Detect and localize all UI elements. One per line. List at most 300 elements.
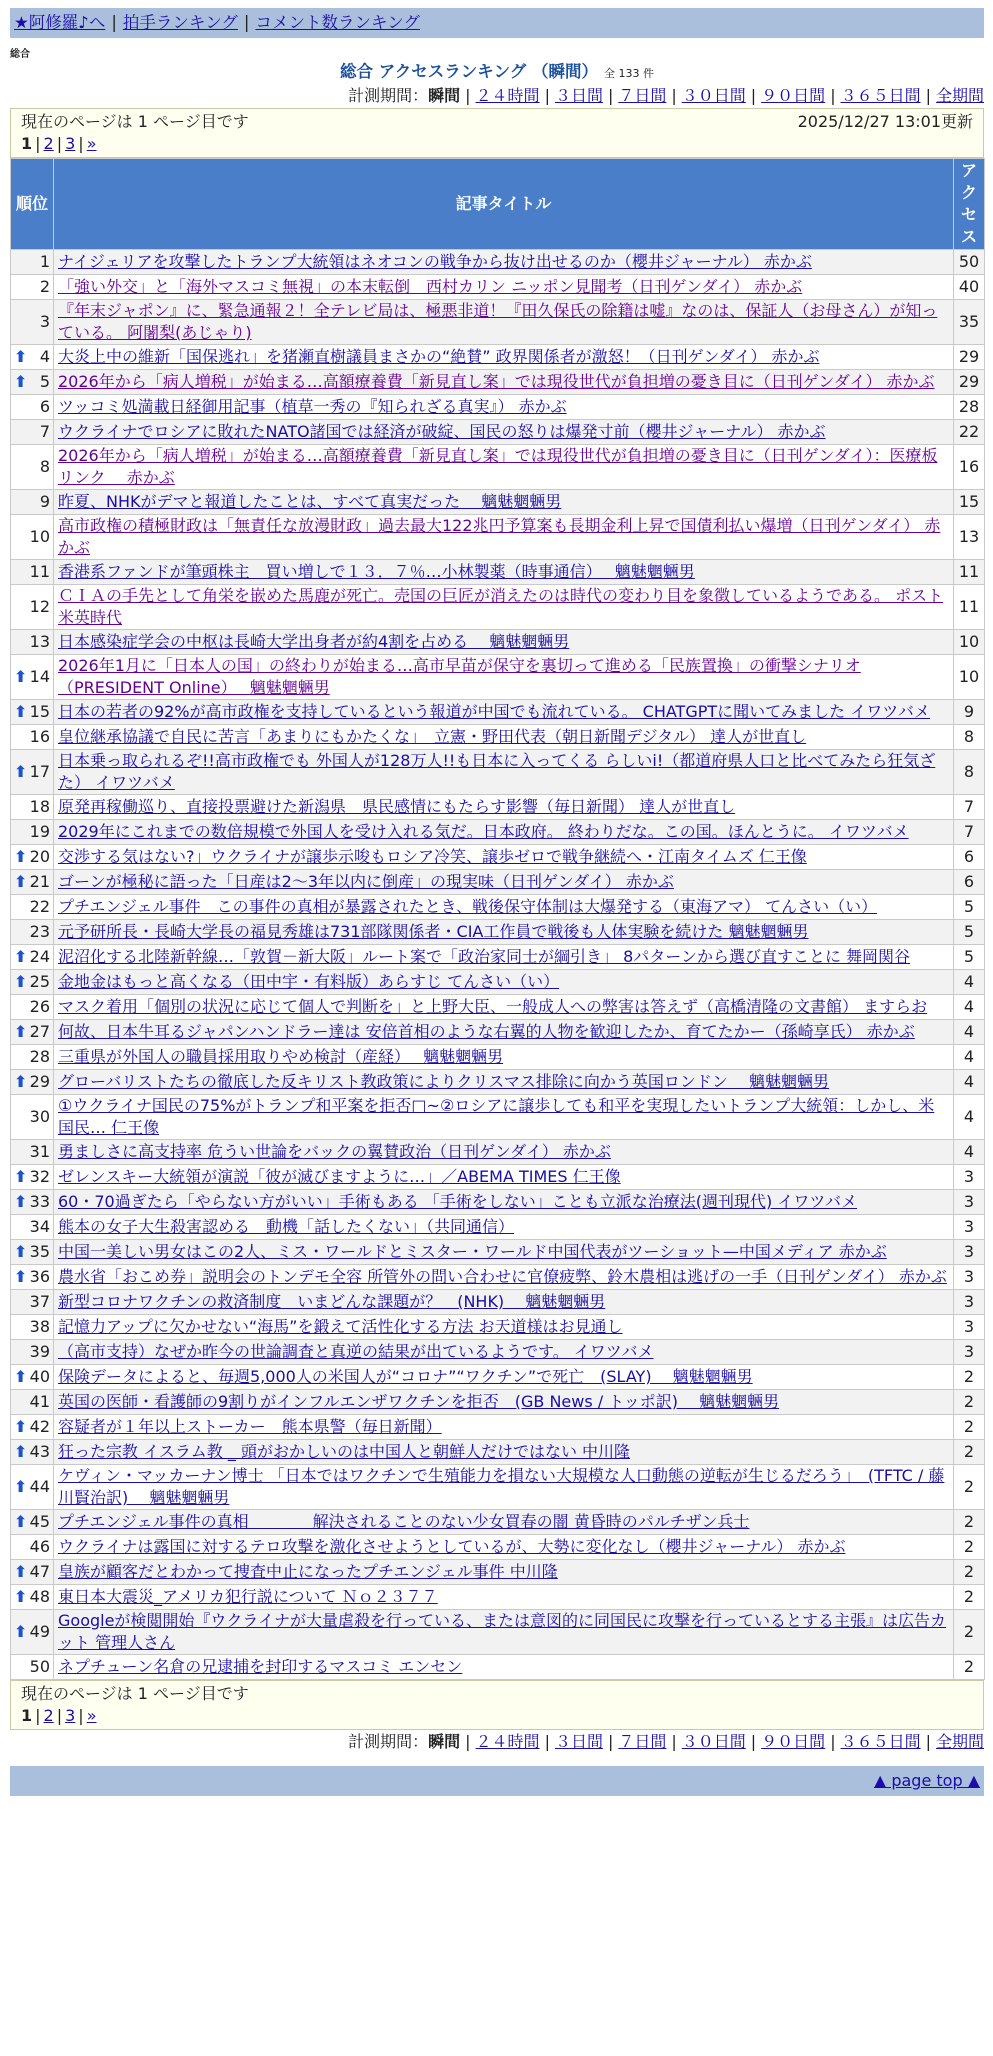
title-cell — [54, 445, 954, 490]
article-link[interactable]: 『年末ジャポン』に、緊急通報２！全テレビ局は、極悪非道！『田久保氏の除籍は嘘』なのは、保証人（お母さん）が知っている。 阿闍梨(あじゃり) — [58, 301, 938, 342]
rank-number: 32 — [29, 1167, 50, 1186]
rank-number: 44 — [29, 1477, 50, 1496]
table-row — [11, 1070, 985, 1095]
article-link[interactable]: 原発再稼働巡り、直接投票避けた新潟県 県民感情にもたらす影響（毎日新聞） 達人が世直し — [58, 797, 736, 816]
rank-number: 46 — [29, 1537, 50, 1556]
rank-number: 31 — [29, 1142, 50, 1161]
period-option-6[interactable]: 全期間 — [935, 1732, 984, 1751]
rank-cell — [11, 1340, 54, 1365]
article-link[interactable]: 英国の医師・看護師の9割りがインフルエンザワクチンを拒否 (GB News / トッポ訳) 魑魅魍魎男 — [58, 1392, 780, 1411]
title-cell — [54, 895, 954, 920]
rank-cell — [11, 1290, 54, 1315]
pager-link-2[interactable]: 2 — [43, 1706, 54, 1725]
table-row — [11, 275, 985, 300]
article-link[interactable]: 日本感染症学会の中枢は長崎大学出身者が約4割を占める 魑魅魍魎男 — [58, 632, 570, 651]
rank-cell — [11, 1095, 54, 1140]
page-top-link[interactable]: ▲ page top ▲ — [873, 1771, 980, 1790]
page-info-box-top — [10, 108, 984, 158]
rank-number: 18 — [29, 797, 50, 816]
table-row — [11, 1140, 985, 1165]
rank-number: 47 — [29, 1562, 50, 1581]
rank-cell — [11, 1440, 54, 1465]
article-link[interactable]: ウクライナは露国に対するテロ攻撃を激化させようとしているが、大勢に変化なし（櫻井ジャーナル） 赤かぶ — [58, 1537, 846, 1556]
rank-cell — [11, 1585, 54, 1610]
period-separator: | — [465, 86, 471, 105]
period-option-2[interactable]: ７日間 — [618, 1732, 667, 1751]
rank-cell — [11, 920, 54, 945]
table-row — [11, 630, 985, 655]
table-row — [11, 700, 985, 725]
title-cell — [54, 1070, 954, 1095]
access-count: 2 — [954, 1535, 985, 1560]
rank-cell — [11, 945, 54, 970]
title-cell — [54, 1165, 954, 1190]
access-count: 2 — [954, 1440, 985, 1465]
article-link[interactable]: 勇ましさに高支持率 危うい世論をバックの翼賛政治（日刊ゲンダイ） 赤かぶ — [58, 1142, 611, 1161]
nav-separator: | — [111, 13, 117, 32]
pager-current-page: 1 — [21, 134, 33, 153]
access-count: 4 — [954, 1045, 985, 1070]
arrow-up-icon: ⬆ — [14, 1587, 28, 1606]
rank-number: 30 — [29, 1107, 50, 1126]
comment-ranking-link[interactable]: コメント数ランキング — [255, 13, 420, 32]
article-link[interactable]: グローバリストたちの徹底した反キリスト教政策によりクリスマス排除に向かう英国ロンドン 魑魅魍魎男 — [58, 1072, 830, 1091]
rank-cell — [11, 970, 54, 995]
access-count: 29 — [954, 370, 985, 395]
rank-cell — [11, 750, 54, 795]
arrow-up-icon: ⬆ — [14, 347, 28, 366]
rank-number: 10 — [29, 527, 50, 546]
access-count: 2 — [954, 1585, 985, 1610]
article-link[interactable]: 2026年1月に「日本人の国」の終わりが始まる…高市早苗が保守を裏切って進める「民族置換」の衝撃シナリオ（PRESIDENT Online） 魑魅魍魎男 — [58, 656, 861, 697]
rank-cell — [11, 655, 54, 700]
article-link[interactable]: 元予研所長・長崎大学長の福見秀雄は731部隊関係者・CIA工作員で戦後も人体実験を続けた 魑魅魍魎男 — [58, 922, 809, 941]
article-link[interactable]: 中国一美しい男女はこの2人、ミス・ワールドとミスター・ワールド中国代表がツーショット—中国メディア 赤かぶ — [58, 1242, 887, 1261]
table-row — [11, 370, 985, 395]
period-separator: | — [750, 1732, 757, 1751]
article-link[interactable]: 2026年から「病人増税」が始まる…高額療養費「新見直し案」では現役世代が負担増の憂き目に（日刊ゲンダイ）：医療板リンク 赤かぶ — [58, 446, 938, 487]
ranking-table-body — [11, 250, 985, 1680]
article-link[interactable]: プチエンジェル事件 この事件の真相が暴露されたとき、戦後保守体制は大爆発する（東海アマ） てんさい（い） — [58, 897, 878, 916]
access-count: 7 — [954, 820, 985, 845]
access-count: 15 — [954, 490, 985, 515]
period-separator: | — [671, 86, 677, 105]
article-link[interactable]: ナイジェリアを攻撃したトランプ大統領はネオコンの戦争から抜け出せるのか（櫻井ジャーナル） 赤かぶ — [58, 252, 812, 271]
article-link[interactable]: 金地金はもっと高くなる（田中宇・有料版）あらすじ てんさい（い） — [58, 972, 560, 991]
access-count: 3 — [954, 1240, 985, 1265]
access-count: 40 — [954, 275, 985, 300]
current-page-text: 現在のページは 1 ページ目です — [21, 112, 249, 131]
rank-cell — [11, 420, 54, 445]
period-option-6[interactable]: 全期間 — [935, 86, 984, 105]
arrow-up-icon: ⬆ — [14, 1192, 28, 1211]
title-cell — [54, 1215, 954, 1240]
access-count: 29 — [954, 345, 985, 370]
arrow-up-icon: ⬆ — [14, 1622, 28, 1641]
rank-number: 49 — [29, 1622, 50, 1641]
table-row — [11, 1045, 985, 1070]
title-cell — [54, 1390, 954, 1415]
period-separator: | — [925, 1732, 931, 1751]
title-cell — [54, 750, 954, 795]
access-count: 16 — [954, 445, 985, 490]
arrow-up-icon: ⬆ — [14, 1562, 28, 1581]
period-current: 瞬間 — [428, 1732, 461, 1751]
access-count: 3 — [954, 1265, 985, 1290]
title-cell — [54, 920, 954, 945]
rank-cell — [11, 1315, 54, 1340]
access-count: 5 — [954, 945, 985, 970]
rank-cell — [11, 395, 54, 420]
rank-number: 25 — [29, 972, 50, 991]
table-row — [11, 1535, 985, 1560]
title-cell — [54, 1440, 954, 1465]
article-link[interactable]: ウクライナでロシアに敗れたNATO諸国では経済が破綻、国民の怒りは爆発寸前（櫻井ジャーナル） 赤かぶ — [58, 422, 826, 441]
arrow-up-icon: ⬆ — [14, 1442, 28, 1461]
access-count: 10 — [954, 655, 985, 700]
rank-cell — [11, 1215, 54, 1240]
table-row — [11, 1465, 985, 1510]
rank-number: 28 — [29, 1047, 50, 1066]
rank-cell — [11, 845, 54, 870]
article-link[interactable]: ケヴィン・マッカーナン博士 「日本ではワクチンで生殖能力を損ない大規模な人口動態の逆転が生じるだろう」 (TFTC / 藤川賢治訳) 魑魅魍魎男 — [58, 1466, 945, 1507]
rank-cell — [11, 1390, 54, 1415]
table-row — [11, 585, 985, 630]
article-link[interactable]: 三重県が外国人の職員採用取りやめ検討（産経） 魑魅魍魎男 — [58, 1047, 504, 1066]
arrow-up-icon: ⬆ — [14, 1417, 28, 1436]
period-separator: | — [830, 86, 836, 105]
table-row — [11, 300, 985, 345]
period-option-2[interactable]: ７日間 — [618, 86, 667, 105]
rank-number: 35 — [29, 1242, 50, 1261]
article-link[interactable]: 熊本の女子大生殺害認める 動機「話したくない」（共同通信） — [58, 1217, 515, 1236]
period-option-3[interactable]: ３０日間 — [681, 86, 746, 105]
pager-separator: | — [56, 134, 63, 153]
table-row — [11, 1365, 985, 1390]
table-row — [11, 1585, 985, 1610]
ranking-heading — [10, 59, 984, 84]
rank-number: 45 — [29, 1512, 50, 1531]
rank-number: 27 — [29, 1022, 50, 1041]
article-link[interactable]: 農水省「おこめ券」説明会のトンデモ全容 所管外の問い合わせに官僚疲弊、鈴木農相は逃げの一手（日刊ゲンダイ） 赤かぶ — [58, 1267, 947, 1286]
period-option-1[interactable]: ３日間 — [554, 86, 603, 105]
access-count: 3 — [954, 1215, 985, 1240]
access-count: 2 — [954, 1610, 985, 1655]
article-link[interactable]: 何故、日本牛耳るジャパンハンドラー達は 安倍首相のような右翼的人物を歓迎したか、育てたかー（孫崎享氏） 赤かぶ — [58, 1022, 915, 1041]
access-count: 7 — [954, 795, 985, 820]
title-cell — [54, 250, 954, 275]
table-row — [11, 870, 985, 895]
rank-cell — [11, 1510, 54, 1535]
article-link[interactable]: 2026年から「病人増税」が始まる…高額療養費「新見直し案」では現役世代が負担増の憂き目に（日刊ゲンダイ） 赤かぶ — [58, 372, 935, 391]
access-count: 4 — [954, 1095, 985, 1140]
rank-cell — [11, 490, 54, 515]
period-separator: | — [607, 1732, 614, 1751]
rank-number: 19 — [29, 822, 50, 841]
period-separator: | — [671, 1732, 677, 1751]
access-count: 5 — [954, 920, 985, 945]
arrow-up-icon: ⬆ — [14, 702, 28, 721]
rank-number: 7 — [39, 422, 50, 441]
title-cell — [54, 1340, 954, 1365]
rank-number: 39 — [29, 1342, 50, 1361]
period-current: 瞬間 — [428, 86, 461, 105]
access-count: 4 — [954, 995, 985, 1020]
rank-cell — [11, 870, 54, 895]
article-link[interactable]: プチエンジェル事件の真相 解決されることのない少女買春の闇 黄昏時のパルチザン兵士 — [58, 1512, 750, 1531]
article-link[interactable]: 高市政権の積極財政は「無責任な放漫財政」過去最大122兆円予算案も長期金利上昇で国債利払い爆増（日刊ゲンダイ） 赤かぶ — [58, 516, 941, 557]
article-link[interactable]: 皇族が顧客だとわかって捜査中止になったプチエンジェル事件 中川隆 — [58, 1562, 558, 1581]
access-count: 3 — [954, 1290, 985, 1315]
arrow-up-icon: ⬆ — [14, 1367, 28, 1386]
table-row — [11, 1415, 985, 1440]
table-row — [11, 1390, 985, 1415]
rank-number: 26 — [29, 997, 50, 1016]
rank-cell — [11, 725, 54, 750]
nav-separator: | — [243, 13, 250, 32]
rank-cell — [11, 370, 54, 395]
access-count: 6 — [954, 845, 985, 870]
access-count: 35 — [954, 300, 985, 345]
article-link[interactable]: 60・70過ぎたら「やらない方がいい」手術もある 「手術をしない」ことも立派な治療法(週刊現代) イワツバメ — [58, 1192, 858, 1211]
article-link[interactable]: 日本の若者の92%が高市政権を支持しているという報道が中国でも流れている。 CHATGPTに聞いてみました イワツバメ — [58, 702, 930, 721]
title-cell — [54, 1510, 954, 1535]
title-cell — [54, 1365, 954, 1390]
arrow-up-icon: ⬆ — [14, 762, 28, 781]
period-option-5[interactable]: ３６５日間 — [840, 86, 921, 105]
home-link[interactable]: ★阿修羅♪へ — [14, 13, 106, 32]
bottom-bar — [10, 1766, 984, 1796]
article-link[interactable]: 2029年にこれまでの数倍規模で外国人を受け入れる気だ。日本政府。 終わりだな。この国。ほんとうに。 イワツバメ — [58, 822, 909, 841]
access-count: 11 — [954, 560, 985, 585]
title-cell — [54, 1560, 954, 1585]
rank-number: 42 — [29, 1417, 50, 1436]
arrow-up-icon: ⬆ — [14, 1242, 28, 1261]
access-count: 4 — [954, 1140, 985, 1165]
rank-number: 40 — [29, 1367, 50, 1386]
article-link[interactable]: 交渉する気はない?」ウクライナが譲歩示唆もロシア冷笑、譲歩ゼロで戦争継続へ・江南タイムズ 仁王像 — [58, 847, 807, 866]
access-count: 2 — [954, 1560, 985, 1585]
pager-link-3[interactable]: 3 — [65, 134, 76, 153]
table-row — [11, 970, 985, 995]
title-cell — [54, 1585, 954, 1610]
rank-number: 37 — [29, 1292, 50, 1311]
article-link[interactable]: ネプチューン名倉の兄逮捕を封印するマスコミ エンセン — [58, 1657, 463, 1676]
period-label: 計測期間： — [348, 86, 429, 105]
article-link[interactable]: 皇位継承協議で自民に苦言「あまりにもかたくな」 立憲・野田代表（朝日新聞デジタル） 達人が世直し — [58, 727, 807, 746]
top-nav-bar — [10, 8, 984, 38]
access-count: 3 — [954, 1315, 985, 1340]
table-row — [11, 1240, 985, 1265]
rank-cell — [11, 445, 54, 490]
rank-cell — [11, 820, 54, 845]
rank-cell — [11, 515, 54, 560]
access-count: 2 — [954, 1510, 985, 1535]
table-row — [11, 655, 985, 700]
table-row — [11, 1095, 985, 1140]
clap-ranking-link[interactable]: 拍手ランキング — [122, 13, 238, 32]
period-separator: | — [465, 1732, 471, 1751]
period-selector-top — [10, 84, 984, 108]
pagination-bottom — [21, 1705, 973, 1727]
period-option-0[interactable]: ２４時間 — [475, 1732, 540, 1751]
rank-cell — [11, 1020, 54, 1045]
pager-link-2[interactable]: 2 — [43, 134, 54, 153]
arrow-up-icon: ⬆ — [14, 372, 28, 391]
access-count: 11 — [954, 585, 985, 630]
table-row — [11, 1440, 985, 1465]
article-link[interactable]: ①ウクライナ国民の75%がトランプ和平案を拒否□~②ロシアに譲歩しても和平を実現したいトランプ大統領：しかし、米国民… 仁王像 — [58, 1096, 935, 1137]
pager-separator: | — [78, 1706, 84, 1725]
period-option-0[interactable]: ２４時間 — [475, 86, 540, 105]
access-count: 2 — [954, 1415, 985, 1440]
table-row — [11, 820, 985, 845]
article-link[interactable]: 大炎上中の維新「国保逃れ」を猪瀬直樹議員まさかの“絶賛” 政界関係者が激怒！（日刊ゲンダイ） 赤かぶ — [58, 347, 820, 366]
ranking-table — [10, 158, 985, 1680]
title-cell — [54, 395, 954, 420]
title-cell — [54, 1020, 954, 1045]
access-count: 10 — [954, 630, 985, 655]
article-link[interactable]: Googleが検閲開始『ウクライナが大量虐殺を行っている、または意図的に同国民に攻撃を行っているとする主張』は広告カット 管理人さん — [58, 1611, 946, 1652]
title-cell — [54, 1190, 954, 1215]
category-label: 総合 — [10, 49, 30, 60]
rank-number: 24 — [29, 947, 50, 966]
title-cell — [54, 1045, 954, 1070]
arrow-up-icon: ⬆ — [14, 1072, 28, 1091]
period-separator: | — [830, 1732, 836, 1751]
article-link[interactable]: マスク着用「個別の状況に応じて個人で判断を」と上野大臣、一般成人への弊害は答えず（高橋清隆の文書館） ますらお — [58, 997, 928, 1016]
article-link[interactable]: （高市支持）なぜか昨今の世論調査と真逆の結果が出ているようです。 イワツバメ — [58, 1342, 654, 1361]
page-wrapper — [10, 8, 984, 1796]
access-count: 4 — [954, 1070, 985, 1095]
period-option-4[interactable]: ９０日間 — [761, 1732, 826, 1751]
article-link[interactable]: ゴーンが極秘に語った「日産は2～3年以内に倒産」の現実味（日刊ゲンダイ） 赤かぶ — [58, 872, 674, 891]
table-row — [11, 445, 985, 490]
rank-header: 順位 — [11, 159, 54, 250]
table-row — [11, 1655, 985, 1680]
arrow-up-icon: ⬆ — [14, 1167, 28, 1186]
title-cell — [54, 515, 954, 560]
title-cell — [54, 970, 954, 995]
title-cell — [54, 1240, 954, 1265]
arrow-up-icon: ⬆ — [14, 1267, 28, 1286]
rank-cell — [11, 995, 54, 1020]
article-link[interactable]: ゼレンスキー大統領が演説「彼が滅びますように…」／ABEMA TIMES 仁王像 — [58, 1167, 621, 1186]
table-header-row — [11, 159, 985, 250]
access-count: 3 — [954, 1190, 985, 1215]
rank-cell — [11, 700, 54, 725]
rank-number: 17 — [29, 762, 50, 781]
article-link[interactable]: 日本乗っ取られるぞ!!高市政権でも 外国人が128万人!!も日本に入ってくる らしいi!（都道府県人口と比べてみたら狂気ざた） イワツバメ — [58, 751, 936, 792]
table-row — [11, 725, 985, 750]
access-count: 2 — [954, 1390, 985, 1415]
page-info-box-bottom — [10, 1680, 984, 1730]
access-count: 28 — [954, 395, 985, 420]
article-link[interactable]: 記憶力アップに欠かせない“海馬”を鍛えて活性化する方法 お天道様はお見通し — [58, 1317, 623, 1336]
rank-cell — [11, 1465, 54, 1510]
title-cell — [54, 870, 954, 895]
rank-cell — [11, 1165, 54, 1190]
article-link[interactable]: 「強い外交」と「海外マスコミ無視」の本末転倒 西村カリン ニッポン見聞考（日刊ゲンダイ） 赤かぶ — [58, 277, 803, 296]
period-option-1[interactable]: ３日間 — [554, 1732, 603, 1751]
article-link[interactable]: ＣＩＡの手先として角栄を嵌めた馬鹿が死亡。売国の巨匠が消えたのは時代の変わり目を象徴しているようである。 ポスト米英時代 — [58, 586, 944, 627]
pager-separator: | — [35, 134, 41, 153]
article-link[interactable]: 保険データによると、毎週5,000人の米国人が“コロナ”“ワクチン”で死亡 (SLAY) 魑魅魍魎男 — [58, 1367, 753, 1386]
rank-number: 4 — [39, 347, 50, 366]
table-row — [11, 920, 985, 945]
rank-cell — [11, 1240, 54, 1265]
rank-cell — [11, 250, 54, 275]
period-option-5[interactable]: ３６５日間 — [840, 1732, 921, 1751]
table-row — [11, 490, 985, 515]
rank-cell — [11, 1265, 54, 1290]
rank-number: 20 — [29, 847, 50, 866]
period-separator: | — [750, 86, 757, 105]
article-link[interactable]: 新型コロナワクチンの救済制度 いまどんな課題が？ (NHK) 魑魅魍魎男 — [58, 1292, 606, 1311]
title-cell — [54, 1535, 954, 1560]
rank-number: 2 — [39, 277, 50, 296]
access-count: 50 — [954, 250, 985, 275]
period-option-3[interactable]: ３０日間 — [681, 1732, 746, 1751]
title-cell — [54, 1265, 954, 1290]
table-row — [11, 845, 985, 870]
title-cell — [54, 370, 954, 395]
pager-link-3[interactable]: 3 — [65, 1706, 76, 1725]
pager-current-page: 1 — [21, 1706, 33, 1725]
article-link[interactable]: 容疑者が１年以上ストーカー 熊本県警（毎日新聞） — [58, 1417, 442, 1436]
period-separator: | — [607, 86, 614, 105]
access-count: 8 — [954, 725, 985, 750]
table-row — [11, 1315, 985, 1340]
article-link[interactable]: ツッコミ処満載日経御用記事（植草一秀の『知られざる真実』） 赤かぶ — [58, 397, 567, 416]
title-cell — [54, 820, 954, 845]
title-cell — [54, 630, 954, 655]
table-row — [11, 515, 985, 560]
rank-cell — [11, 300, 54, 345]
title-cell — [54, 1610, 954, 1655]
rank-cell — [11, 560, 54, 585]
article-link[interactable]: 狂った宗教 イスラム教 _ 頭がおかしいのは中国人と朝鮮人だけではない 中川隆 — [58, 1442, 631, 1461]
rank-number: 16 — [29, 727, 50, 746]
rank-number: 23 — [29, 922, 50, 941]
rank-number: 43 — [29, 1442, 50, 1461]
pager-next-link[interactable]: » — [86, 1706, 97, 1725]
rank-number: 34 — [29, 1217, 50, 1236]
rank-number: 14 — [29, 667, 50, 686]
rank-number: 11 — [29, 562, 50, 581]
arrow-up-icon: ⬆ — [14, 1022, 28, 1041]
period-option-4[interactable]: ９０日間 — [761, 86, 826, 105]
title-cell — [54, 420, 954, 445]
rank-number: 33 — [29, 1192, 50, 1211]
table-row — [11, 1265, 985, 1290]
access-count: 13 — [954, 515, 985, 560]
article-link[interactable]: 東日本大震災_アメリカ犯行説について Ｎｏ２３７７ — [58, 1587, 438, 1606]
article-link[interactable]: 香港系ファンドが筆頭株主 買い増しで１３．７％…小林製薬（時事通信） 魑魅魍魎男 — [58, 562, 695, 581]
pager-next-link[interactable]: » — [86, 134, 97, 153]
rank-number: 13 — [29, 632, 50, 651]
rank-number: 48 — [29, 1587, 50, 1606]
title-header: 記事タイトル — [54, 159, 954, 250]
article-link[interactable]: 泥沼化する北陸新幹線…「敦賀－新大阪」ルート案で「政治家同士が綱引き」 8パターンから選び直すことに 舞岡関谷 — [58, 947, 911, 966]
table-row — [11, 1560, 985, 1585]
rank-cell — [11, 1415, 54, 1440]
table-row — [11, 750, 985, 795]
rank-number: 1 — [39, 252, 50, 271]
table-row — [11, 1510, 985, 1535]
article-link[interactable]: 昨夏、NHKがデマと報道したことは、すべて真実だった 魑魅魍魎男 — [58, 492, 562, 511]
pager-separator: | — [56, 1706, 63, 1725]
